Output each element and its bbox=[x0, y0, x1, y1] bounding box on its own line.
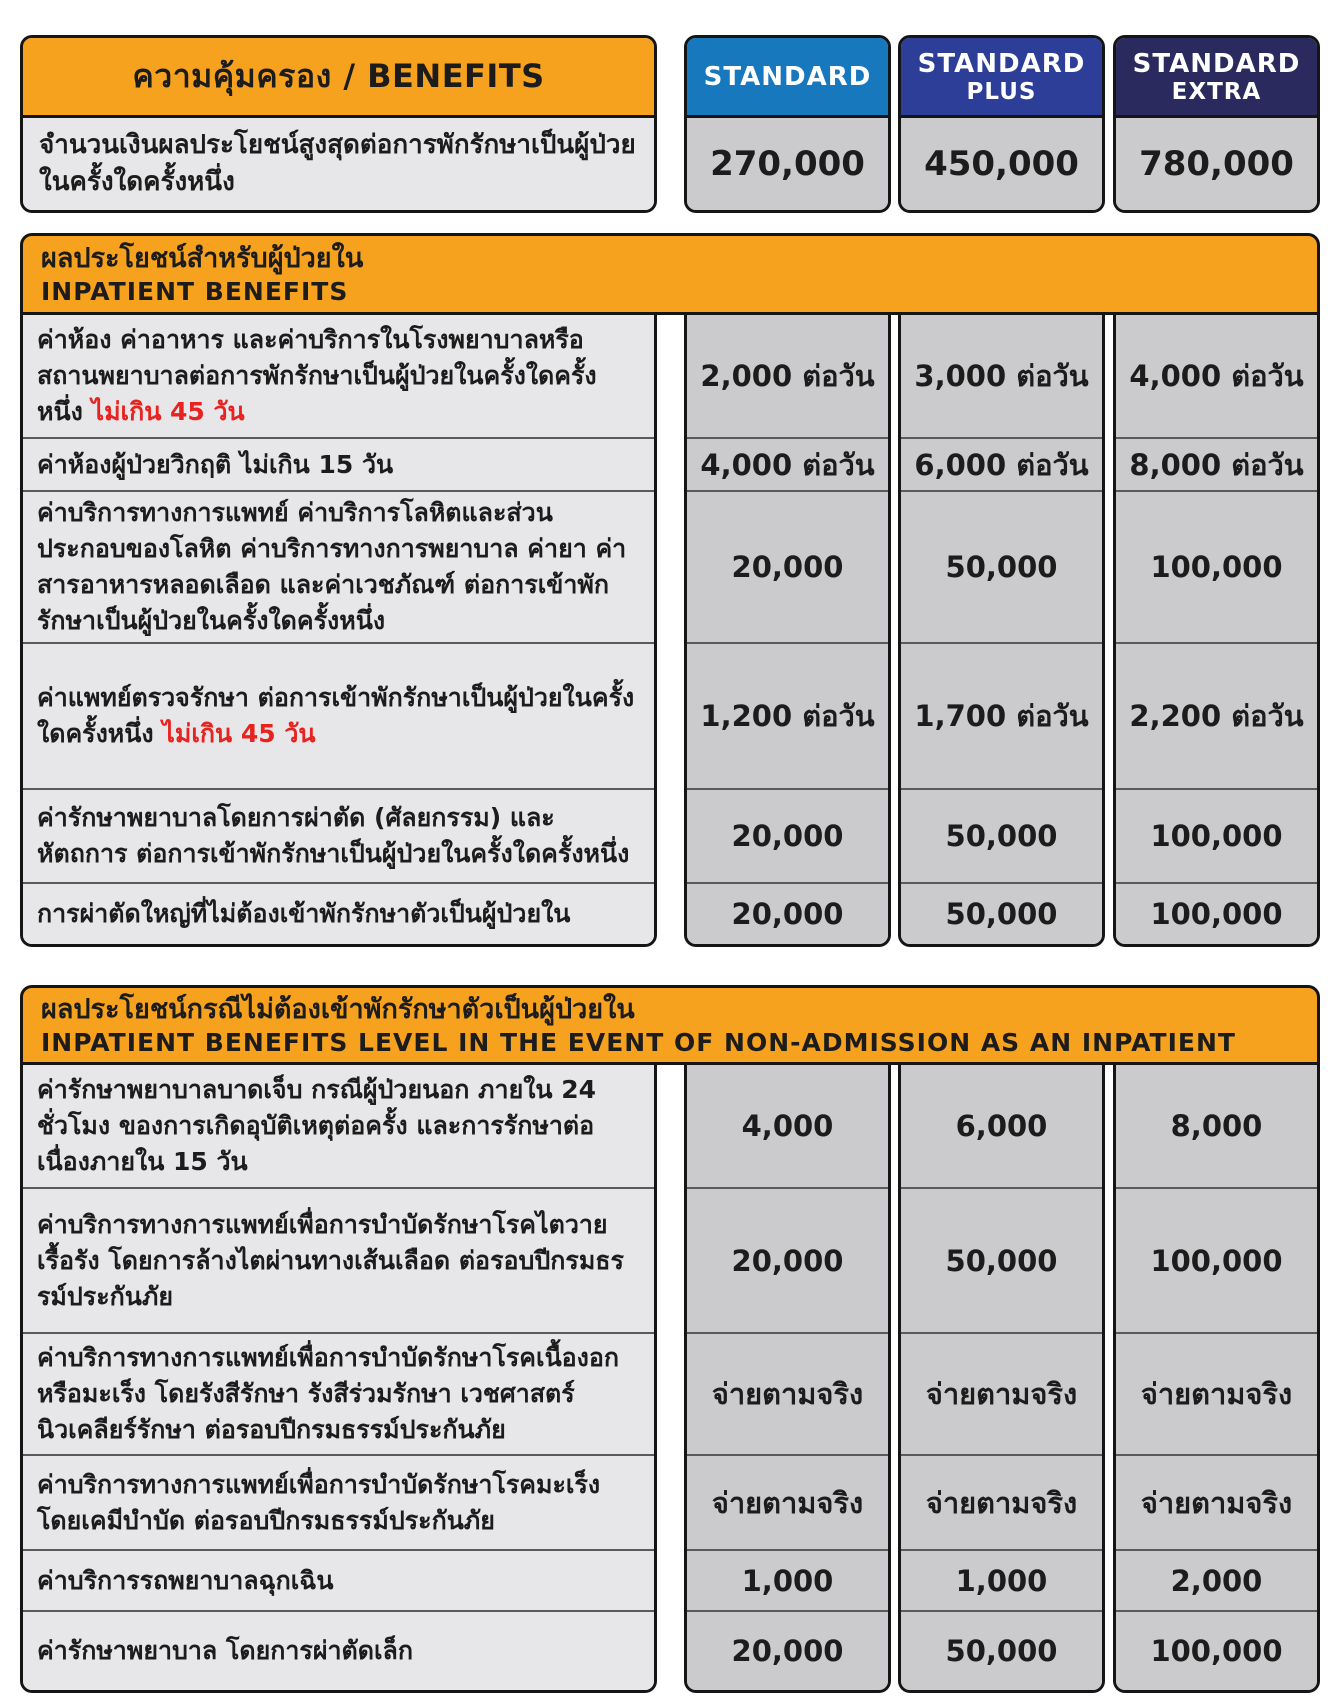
benefit-value: 4,000 ต่อวัน bbox=[1116, 315, 1317, 437]
benefit-label-row bbox=[23, 1610, 654, 1690]
benefit-value: 20,000 bbox=[687, 882, 888, 944]
benefit-value: 4,000 bbox=[687, 1065, 888, 1187]
benefits-title-band bbox=[23, 38, 654, 118]
benefit-value: 1,200 ต่อวัน bbox=[687, 642, 888, 788]
benefit-value: 100,000 bbox=[1116, 490, 1317, 642]
standard-extra-values-column bbox=[1113, 1065, 1320, 1693]
standard-values-column bbox=[684, 1065, 891, 1693]
benefit-value: 100,000 bbox=[1116, 882, 1317, 944]
benefit-label: ค่ารักษาพยาบาลบาดเจ็บ กรณีผู้ป่วยนอก ภายใน 24 ชั่วโมง ของการเกิดอุบัติเหตุต่อครั้ง และการรักษาต่อเนื่องภายใน 15 วัน bbox=[37, 1075, 597, 1176]
benefit-value: 100,000 bbox=[1116, 788, 1317, 882]
benefit-label: ค่าแพทย์ตรวจรักษา ต่อการเข้าพักรักษาเป็นผู้ป่วยในครั้งใดครั้งหนึ่ง bbox=[37, 683, 635, 748]
benefits-header-box bbox=[20, 35, 657, 213]
benefit-value: 4,000 ต่อวัน bbox=[687, 437, 888, 490]
benefit-value: จ่ายตามจริง bbox=[901, 1332, 1102, 1454]
benefit-value: 1,000 bbox=[901, 1549, 1102, 1610]
benefit-value: 3,000 ต่อวัน bbox=[901, 315, 1102, 437]
benefit-label-red: ไม่เกิน 45 วัน bbox=[91, 397, 245, 426]
section-non-admission-benefits bbox=[20, 985, 1320, 1693]
plan-column-standard-plus bbox=[898, 35, 1105, 213]
section-title-english: INPATIENT BENEFITS LEVEL IN THE EVENT OF NON-ADMISSION AS AN INPATIENT bbox=[41, 1028, 1236, 1057]
plan-header-standard-extra bbox=[1116, 38, 1317, 118]
benefit-label-row bbox=[23, 1549, 654, 1610]
benefit-value: 20,000 bbox=[687, 788, 888, 882]
standard-values-column bbox=[684, 315, 891, 947]
benefit-value: 50,000 bbox=[901, 490, 1102, 642]
benefit-label: ค่าบริการรถพยาบาลฉุกเฉิน bbox=[37, 1565, 334, 1595]
benefit-label-red: ไม่เกิน 45 วัน bbox=[162, 719, 316, 748]
max-benefit-row bbox=[23, 118, 654, 210]
benefit-value: 2,000 ต่อวัน bbox=[687, 315, 888, 437]
benefit-value: 50,000 bbox=[901, 882, 1102, 944]
benefit-label: ค่าบริการทางการแพทย์เพื่อการบำบัดรักษาโรคเนื้องอกหรือมะเร็ง โดยรังสีรักษา รังสีร่วมรักษา เวชศาสตร์นิวเคลียร์รักษา ต่อรอบปีกรมธรรม์ประกันภัย bbox=[37, 1343, 620, 1444]
max-benefit-value-standard-plus: 450,000 bbox=[901, 118, 1102, 210]
benefit-label-row bbox=[23, 1065, 654, 1187]
section-title-thai: ผลประโยชน์กรณีไม่ต้องเข้าพักรักษาตัวเป็นผู้ป่วยใน bbox=[41, 994, 635, 1025]
benefit-value: 50,000 bbox=[901, 1187, 1102, 1332]
section-title-english: INPATIENT BENEFITS bbox=[41, 277, 349, 306]
benefit-label-row bbox=[23, 437, 654, 490]
benefit-label: ค่าห้องผู้ป่วยวิกฤติ ไม่เกิน 15 วัน bbox=[37, 449, 394, 479]
benefit-value: 6,000 ต่อวัน bbox=[901, 437, 1102, 490]
standard-plus-values-column bbox=[898, 315, 1105, 947]
benefit-value: จ่ายตามจริง bbox=[1116, 1454, 1317, 1549]
benefit-labels-column bbox=[20, 315, 657, 947]
benefit-label-row bbox=[23, 315, 654, 437]
benefit-label-row bbox=[23, 490, 654, 642]
benefit-label-row bbox=[23, 1187, 654, 1332]
benefit-label: การผ่าตัดใหญ่ที่ไม่ต้องเข้าพักรักษาตัวเป็นผู้ป่วยใน bbox=[37, 899, 571, 928]
plan-column-standard bbox=[684, 35, 891, 213]
plan-name-line2: PLUS bbox=[966, 78, 1037, 105]
benefit-value: 8,000 ต่อวัน bbox=[1116, 437, 1317, 490]
plan-name-line2: EXTRA bbox=[1171, 78, 1262, 105]
benefit-label: ค่ารักษาพยาบาล โดยการผ่าตัดเล็ก bbox=[37, 1636, 414, 1665]
section-inpatient-benefits bbox=[20, 233, 1320, 947]
benefit-value: จ่ายตามจริง bbox=[687, 1454, 888, 1549]
benefit-label: ค่ารักษาพยาบาลโดยการผ่าตัด (ศัลยกรรม) และหัตถการ ต่อการเข้าพักรักษาเป็นผู้ป่วยในครั้งใดครั้งหนึ่ง bbox=[37, 803, 630, 868]
benefit-label-row bbox=[23, 882, 654, 944]
section-columns bbox=[20, 1065, 1320, 1693]
benefits-title: ความคุ้มครอง / BENEFITS bbox=[132, 57, 545, 95]
benefit-label-row bbox=[23, 1454, 654, 1549]
benefit-value: 100,000 bbox=[1116, 1610, 1317, 1690]
benefit-labels-column bbox=[20, 1065, 657, 1693]
benefit-label-row bbox=[23, 642, 654, 788]
section-header bbox=[20, 233, 1320, 315]
benefit-label: ค่าห้อง ค่าอาหาร และค่าบริการในโรงพยาบาลหรือสถานพยาบาลต่อการพักรักษาเป็นผู้ป่วยในครั้งใดครั้งหนึ่ง bbox=[37, 325, 597, 426]
benefit-value: จ่ายตามจริง bbox=[901, 1454, 1102, 1549]
benefit-value: จ่ายตามจริง bbox=[687, 1332, 888, 1454]
benefit-value: 6,000 bbox=[901, 1065, 1102, 1187]
top-header-group bbox=[20, 35, 1320, 213]
section-header bbox=[20, 985, 1320, 1065]
benefit-value: 50,000 bbox=[901, 788, 1102, 882]
max-benefit-value-standard-extra: 780,000 bbox=[1116, 118, 1317, 210]
benefit-value: 8,000 bbox=[1116, 1065, 1317, 1187]
benefit-value: จ่ายตามจริง bbox=[1116, 1332, 1317, 1454]
max-benefit-label: จำนวนเงินผลประโยชน์สูงสุดต่อการพักรักษาเป็นผู้ป่วยในครั้งใดครั้งหนึ่ง bbox=[39, 130, 636, 197]
benefit-value: 2,000 bbox=[1116, 1549, 1317, 1610]
benefit-value: 2,200 ต่อวัน bbox=[1116, 642, 1317, 788]
plan-header-standard bbox=[687, 38, 888, 118]
benefit-value: 20,000 bbox=[687, 1187, 888, 1332]
plan-name: STANDARD bbox=[917, 48, 1086, 79]
benefit-value: 20,000 bbox=[687, 490, 888, 642]
benefit-value: 1,700 ต่อวัน bbox=[901, 642, 1102, 788]
plan-name: STANDARD bbox=[1132, 48, 1301, 79]
standard-extra-values-column bbox=[1113, 315, 1320, 947]
benefit-value: 100,000 bbox=[1116, 1187, 1317, 1332]
plan-column-standard-extra bbox=[1113, 35, 1320, 213]
benefit-label: ค่าบริการทางการแพทย์เพื่อการบำบัดรักษาโรคมะเร็งโดยเคมีบำบัด ต่อรอบปีกรมธรรม์ประกันภัย bbox=[37, 1469, 601, 1535]
benefit-value: 50,000 bbox=[901, 1610, 1102, 1690]
benefit-label-row bbox=[23, 788, 654, 882]
benefit-label-row bbox=[23, 1332, 654, 1454]
benefit-label: ค่าบริการทางการแพทย์เพื่อการบำบัดรักษาโรคไตวายเรื้อรัง โดยการล้างไตผ่านทางเส้นเลือด ต่อรอบปีกรมธรรม์ประกันภัย bbox=[37, 1209, 624, 1311]
plan-name: STANDARD bbox=[703, 61, 872, 92]
max-benefit-value-standard: 270,000 bbox=[687, 118, 888, 210]
benefit-value: 20,000 bbox=[687, 1610, 888, 1690]
benefit-label: ค่าบริการทางการแพทย์ ค่าบริการโลหิตและส่วนประกอบของโลหิต ค่าบริการทางการพยาบาล ค่ายา ค่าสารอาหารหลอดเลือด และค่าเวชภัณฑ์ ต่อการเข้าพักรักษาเป็นผู้ป่วยในครั้งใดครั้งหนึ่ง bbox=[37, 498, 627, 635]
section-columns bbox=[20, 315, 1320, 947]
standard-plus-values-column bbox=[898, 1065, 1105, 1693]
plan-header-standard-plus bbox=[901, 38, 1102, 118]
benefit-value: 1,000 bbox=[687, 1549, 888, 1610]
section-title-thai: ผลประโยชน์สำหรับผู้ป่วยใน bbox=[41, 243, 364, 274]
